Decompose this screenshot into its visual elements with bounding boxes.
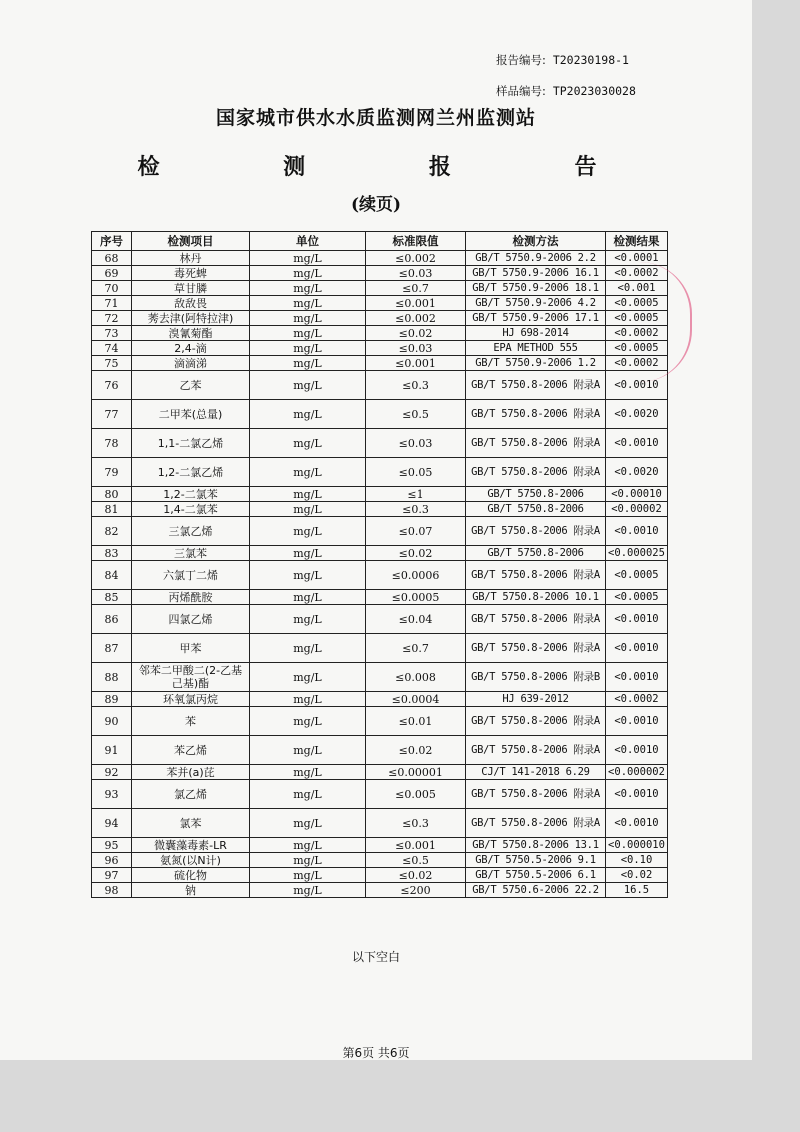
row-number: 98 (92, 883, 132, 898)
item-name: 草甘膦 (132, 281, 250, 296)
method: GB/T 5750.6-2006 22.2 (466, 883, 606, 898)
item-name: 乙苯 (132, 371, 250, 400)
item-name: 四氯乙烯 (132, 605, 250, 634)
column-header: 检测方法 (466, 232, 606, 251)
result: <0.000025 (606, 546, 668, 561)
method: GB/T 5750.8-2006 附录A (466, 517, 606, 546)
row-number: 72 (92, 311, 132, 326)
item-name: 苯乙烯 (132, 736, 250, 765)
item-name: 1,2-二氯乙烯 (132, 458, 250, 487)
limit: ≤0.3 (366, 809, 466, 838)
row-number: 78 (92, 429, 132, 458)
method: GB/T 5750.8-2006 附录A (466, 371, 606, 400)
limit: ≤0.02 (366, 736, 466, 765)
limit: ≤0.001 (366, 296, 466, 311)
row-number: 89 (92, 692, 132, 707)
row-number: 90 (92, 707, 132, 736)
limit: ≤0.5 (366, 400, 466, 429)
unit: mg/L (250, 605, 366, 634)
unit: mg/L (250, 266, 366, 281)
table-row (92, 311, 668, 326)
table-row (92, 458, 668, 487)
row-number: 91 (92, 736, 132, 765)
limit: ≤0.0006 (366, 561, 466, 590)
limit: ≤0.02 (366, 546, 466, 561)
result: <0.0005 (606, 590, 668, 605)
method: GB/T 5750.8-2006 附录A (466, 736, 606, 765)
limit: ≤0.3 (366, 371, 466, 400)
row-number: 83 (92, 546, 132, 561)
unit: mg/L (250, 371, 366, 400)
result: <0.0002 (606, 326, 668, 341)
limit: ≤0.0005 (366, 590, 466, 605)
unit: mg/L (250, 780, 366, 809)
row-number: 73 (92, 326, 132, 341)
method: HJ 639-2012 (466, 692, 606, 707)
unit: mg/L (250, 634, 366, 663)
result: <0.000010 (606, 838, 668, 853)
result: <0.00010 (606, 487, 668, 502)
row-number: 69 (92, 266, 132, 281)
limit: ≤0.001 (366, 356, 466, 371)
row-number: 92 (92, 765, 132, 780)
row-number: 93 (92, 780, 132, 809)
unit: mg/L (250, 546, 366, 561)
row-number: 86 (92, 605, 132, 634)
limit: ≤0.01 (366, 707, 466, 736)
limit: ≤1 (366, 487, 466, 502)
row-number: 71 (92, 296, 132, 311)
result: <0.0005 (606, 561, 668, 590)
method: HJ 698-2014 (466, 326, 606, 341)
row-number: 80 (92, 487, 132, 502)
organization-name: 国家城市供水水质监测网兰州监测站 (215, 107, 536, 129)
report-number: 报告编号: T20230198-1 (496, 53, 629, 67)
method: GB/T 5750.9-2006 16.1 (466, 266, 606, 281)
table-row (92, 517, 668, 546)
method: GB/T 5750.9-2006 4.2 (466, 296, 606, 311)
row-number: 82 (92, 517, 132, 546)
limit: ≤0.7 (366, 634, 466, 663)
item-name: 硫化物 (132, 868, 250, 883)
row-number: 85 (92, 590, 132, 605)
item-name: 氯苯 (132, 809, 250, 838)
unit: mg/L (250, 707, 366, 736)
method: GB/T 5750.8-2006 附录A (466, 458, 606, 487)
item-name: 氨氮(以N计) (132, 853, 250, 868)
sample-number: 样品编号: TP2023030028 (496, 84, 636, 98)
result: <0.0010 (606, 371, 668, 400)
results-table (91, 231, 668, 898)
item-name: 二甲苯(总量) (132, 400, 250, 429)
row-number: 87 (92, 634, 132, 663)
table-row (92, 546, 668, 561)
unit: mg/L (250, 356, 366, 371)
result: <0.0010 (606, 780, 668, 809)
limit: ≤0.02 (366, 326, 466, 341)
limit: ≤0.002 (366, 311, 466, 326)
table-row (92, 371, 668, 400)
item-name: 环氧氯丙烷 (132, 692, 250, 707)
item-name: 莠去津(阿特拉津) (132, 311, 250, 326)
unit: mg/L (250, 400, 366, 429)
method: GB/T 5750.8-2006 附录A (466, 429, 606, 458)
method: GB/T 5750.8-2006 附录A (466, 400, 606, 429)
unit: mg/L (250, 517, 366, 546)
row-number: 97 (92, 868, 132, 883)
limit: ≤0.008 (366, 663, 466, 692)
item-name: 邻苯二甲酸二(2-乙基己基)酯 (132, 663, 250, 692)
result: <0.0001 (606, 251, 668, 266)
result: <0.0010 (606, 736, 668, 765)
table-row (92, 356, 668, 371)
column-header: 标准限值 (366, 232, 466, 251)
item-name: 溴氰菊酯 (132, 326, 250, 341)
table-row (92, 487, 668, 502)
result: <0.0010 (606, 663, 668, 692)
report-title: 检 测 报 告 (137, 154, 655, 180)
limit: ≤0.07 (366, 517, 466, 546)
table-row (92, 853, 668, 868)
result: <0.0020 (606, 458, 668, 487)
row-number: 70 (92, 281, 132, 296)
unit: mg/L (250, 502, 366, 517)
table-row (92, 296, 668, 311)
item-name: 钠 (132, 883, 250, 898)
method: EPA METHOD 555 (466, 341, 606, 356)
method: GB/T 5750.8-2006 (466, 546, 606, 561)
column-header: 检测项目 (132, 232, 250, 251)
row-number: 95 (92, 838, 132, 853)
result: <0.00002 (606, 502, 668, 517)
method: GB/T 5750.8-2006 附录A (466, 561, 606, 590)
item-name: 微囊藻毒素-LR (132, 838, 250, 853)
item-name: 六氯丁二烯 (132, 561, 250, 590)
limit: ≤0.03 (366, 429, 466, 458)
method: GB/T 5750.5-2006 9.1 (466, 853, 606, 868)
seal-mark (640, 262, 692, 382)
table-row (92, 561, 668, 590)
table-row (92, 809, 668, 838)
table-row (92, 251, 668, 266)
result: <0.0010 (606, 707, 668, 736)
limit: ≤0.002 (366, 251, 466, 266)
table-row (92, 868, 668, 883)
unit: mg/L (250, 853, 366, 868)
unit: mg/L (250, 311, 366, 326)
item-name: 1,2-二氯苯 (132, 487, 250, 502)
method: GB/T 5750.9-2006 18.1 (466, 281, 606, 296)
method: GB/T 5750.9-2006 1.2 (466, 356, 606, 371)
limit: ≤0.005 (366, 780, 466, 809)
table-row (92, 707, 668, 736)
result: <0.0005 (606, 341, 668, 356)
unit: mg/L (250, 458, 366, 487)
unit: mg/L (250, 765, 366, 780)
method: GB/T 5750.8-2006 10.1 (466, 590, 606, 605)
column-header: 单位 (250, 232, 366, 251)
result: <0.0002 (606, 266, 668, 281)
row-number: 84 (92, 561, 132, 590)
method: GB/T 5750.9-2006 2.2 (466, 251, 606, 266)
method: GB/T 5750.8-2006 13.1 (466, 838, 606, 853)
limit: ≤0.3 (366, 502, 466, 517)
row-number: 94 (92, 809, 132, 838)
limit: ≤200 (366, 883, 466, 898)
limit: ≤0.00001 (366, 765, 466, 780)
unit: mg/L (250, 561, 366, 590)
unit: mg/L (250, 663, 366, 692)
limit: ≤0.5 (366, 853, 466, 868)
method: GB/T 5750.8-2006 (466, 487, 606, 502)
unit: mg/L (250, 809, 366, 838)
item-name: 苯并(a)芘 (132, 765, 250, 780)
limit: ≤0.03 (366, 266, 466, 281)
method: GB/T 5750.8-2006 附录A (466, 809, 606, 838)
unit: mg/L (250, 590, 366, 605)
method: GB/T 5750.5-2006 6.1 (466, 868, 606, 883)
item-name: 敌敌畏 (132, 296, 250, 311)
limit: ≤0.7 (366, 281, 466, 296)
unit: mg/L (250, 341, 366, 356)
unit: mg/L (250, 868, 366, 883)
table-row (92, 266, 668, 281)
unit: mg/L (250, 296, 366, 311)
method: CJ/T 141-2018 6.29 (466, 765, 606, 780)
result: <0.0010 (606, 634, 668, 663)
unit: mg/L (250, 429, 366, 458)
table-row (92, 765, 668, 780)
table-header-row (92, 232, 668, 251)
table-row (92, 780, 668, 809)
column-header: 检测结果 (606, 232, 668, 251)
result: <0.02 (606, 868, 668, 883)
item-name: 丙烯酰胺 (132, 590, 250, 605)
table-row (92, 883, 668, 898)
blank-below-note: 以下空白 (351, 950, 400, 964)
unit: mg/L (250, 251, 366, 266)
item-name: 2,4-滴 (132, 341, 250, 356)
item-name: 滴滴涕 (132, 356, 250, 371)
table-row (92, 605, 668, 634)
row-number: 88 (92, 663, 132, 692)
item-name: 毒死蜱 (132, 266, 250, 281)
item-name: 1,1-二氯乙烯 (132, 429, 250, 458)
row-number: 77 (92, 400, 132, 429)
unit: mg/L (250, 736, 366, 765)
unit: mg/L (250, 326, 366, 341)
table-body (92, 251, 668, 898)
row-number: 81 (92, 502, 132, 517)
item-name: 苯 (132, 707, 250, 736)
method: GB/T 5750.9-2006 17.1 (466, 311, 606, 326)
table-row (92, 341, 668, 356)
table-row (92, 590, 668, 605)
result: <0.000002 (606, 765, 668, 780)
item-name: 三氯苯 (132, 546, 250, 561)
continuation-label: (续页) (350, 195, 402, 215)
table-row (92, 281, 668, 296)
result: <0.0010 (606, 517, 668, 546)
method: GB/T 5750.8-2006 附录A (466, 605, 606, 634)
item-name: 三氯乙烯 (132, 517, 250, 546)
column-header: 序号 (92, 232, 132, 251)
row-number: 96 (92, 853, 132, 868)
method: GB/T 5750.8-2006 (466, 502, 606, 517)
row-number: 75 (92, 356, 132, 371)
row-number: 76 (92, 371, 132, 400)
page-number: 第6页 共6页 (342, 1046, 410, 1060)
item-name: 氯乙烯 (132, 780, 250, 809)
table-row (92, 634, 668, 663)
result: <0.0010 (606, 809, 668, 838)
limit: ≤0.02 (366, 868, 466, 883)
table-row (92, 326, 668, 341)
result: <0.001 (606, 281, 668, 296)
item-name: 甲苯 (132, 634, 250, 663)
result: <0.0010 (606, 605, 668, 634)
limit: ≤0.03 (366, 341, 466, 356)
result: <0.0002 (606, 356, 668, 371)
method: GB/T 5750.8-2006 附录A (466, 634, 606, 663)
method: GB/T 5750.8-2006 附录A (466, 780, 606, 809)
limit: ≤0.05 (366, 458, 466, 487)
table-row (92, 429, 668, 458)
limit: ≤0.04 (366, 605, 466, 634)
result: <0.10 (606, 853, 668, 868)
table-row (92, 736, 668, 765)
table-row (92, 400, 668, 429)
result: <0.0010 (606, 429, 668, 458)
method: GB/T 5750.8-2006 附录A (466, 707, 606, 736)
item-name: 林丹 (132, 251, 250, 266)
unit: mg/L (250, 692, 366, 707)
table-row (92, 663, 668, 692)
result: <0.0005 (606, 296, 668, 311)
result: <0.0020 (606, 400, 668, 429)
unit: mg/L (250, 883, 366, 898)
limit: ≤0.001 (366, 838, 466, 853)
row-number: 79 (92, 458, 132, 487)
unit: mg/L (250, 487, 366, 502)
table-row (92, 838, 668, 853)
unit: mg/L (250, 281, 366, 296)
limit: ≤0.0004 (366, 692, 466, 707)
result: 16.5 (606, 883, 668, 898)
item-name: 1,4-二氯苯 (132, 502, 250, 517)
row-number: 74 (92, 341, 132, 356)
method: GB/T 5750.8-2006 附录B (466, 663, 606, 692)
unit: mg/L (250, 838, 366, 853)
result: <0.0005 (606, 311, 668, 326)
table-row (92, 502, 668, 517)
row-number: 68 (92, 251, 132, 266)
result: <0.0002 (606, 692, 668, 707)
table-row (92, 692, 668, 707)
